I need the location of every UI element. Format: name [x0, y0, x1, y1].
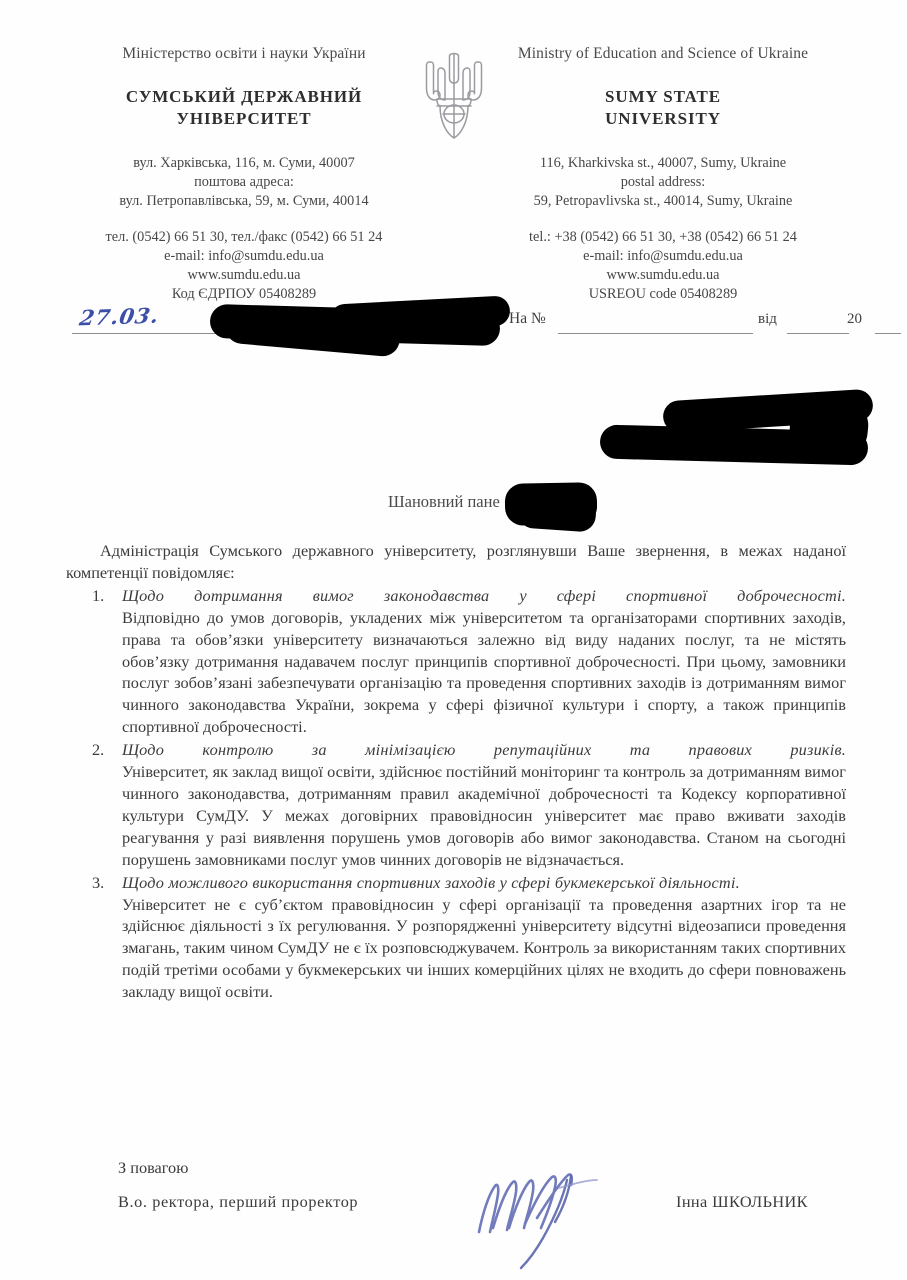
letter-body: [66, 540, 846, 1003]
university-name-en-line2: UNIVERSITY: [605, 108, 721, 128]
email-uk: e-mail: info@sumdu.edu.ua: [164, 247, 324, 264]
in-reply-to-label: На №: [509, 310, 546, 327]
address-label-uk: поштова адреса:: [194, 173, 294, 190]
address-block-en: [491, 154, 836, 211]
university-name-en-line1: SUMY STATE: [605, 86, 721, 106]
list-item: [66, 739, 846, 870]
item-title: Щодо можливого використання спортивних заходів у сфері букмекерської діяльності.: [122, 872, 740, 892]
address-line1-en: 116, Kharkivska st., 40007, Sumy, Ukraine: [539, 154, 787, 171]
incoming-year-rule: [875, 333, 901, 334]
address-line1-uk: вул. Харківська, 116, м. Суми, 40007: [133, 154, 355, 171]
item-title: Щодо контролю за мінімізацією репутаційних та правових ризиків.: [122, 740, 846, 760]
registry-code-uk: Код ЄДРПОУ 05408289: [171, 285, 317, 302]
address-block-uk: [72, 154, 417, 211]
list-item: [66, 585, 846, 738]
contacts-block-uk: [72, 228, 417, 304]
intro-paragraph: Адміністрація Сумського державного університету, розглянувши Ваше звернення, в межах наданої компетенції повідомляє:: [66, 541, 846, 582]
email-en: e-mail: info@sumdu.edu.ua: [583, 247, 743, 264]
phone-en: tel.: +38 (0542) 66 51 30, +38 (0542) 66 51 24: [529, 228, 797, 245]
contacts-block-en: [491, 228, 836, 304]
address-line2-en: 59, Petropavlivska st., 40014, Sumy, Ukraine: [533, 192, 793, 209]
signatory-name: Інна ШКОЛЬНИК: [676, 1192, 808, 1211]
salutation: Шановний пане: [388, 492, 500, 511]
university-name-uk: [72, 86, 417, 130]
address-line2-uk: вул. Петропавлівська, 59, м. Суми, 40014: [119, 192, 369, 209]
year-prefix-right: 20: [847, 311, 862, 327]
letterhead: [0, 44, 907, 304]
closing-regards: З повагою: [118, 1158, 189, 1177]
item-body: Університет, як заклад вищої освіти, здійснює постійний моніторинг та контроль за дотриманням вимог чинного законодавства, дотриманням правил академічної доброчесності та Кодексу корпоративної культури СумДУ. У межах договірних правовідносин університет має право вживати заходів реагування у разі виявлення порушень умов договорів або вимог законодавства. Станом на сьогодні порушень замовниками послуг умов чинних договорів не відзначається.: [122, 762, 846, 869]
ukraine-trident-coat-of-arms-icon: [421, 48, 487, 140]
signatory-role: В.о. ректора, перший проректор: [118, 1192, 359, 1211]
ministry-name-en: Ministry of Education and Science of Ukraine: [517, 45, 809, 62]
registry-code-en: USREOU code 05408289: [588, 285, 738, 302]
letterhead-ukrainian: [72, 44, 421, 304]
ministry-name-uk: Міністерство освіти і науки України: [122, 45, 366, 62]
from-date-label: від: [758, 311, 777, 327]
list-item: [66, 872, 846, 1003]
university-name-uk-line2: УНІВЕРСИТЕТ: [176, 108, 312, 128]
numbered-item-list: [66, 585, 846, 1003]
website-en: www.sumdu.edu.ua: [606, 266, 720, 283]
university-name-uk-line1: СУМСЬКИЙ ДЕРЖАВНИЙ: [125, 86, 363, 106]
incoming-date-rule: [787, 333, 849, 334]
signature-block: [118, 1158, 858, 1212]
item-body: Університет не є суб’єктом правовідносин у сфері організації та проведення азартних ігор та не здійснює діяльності з їх регулювання. У розпорядженні університету відсутні відеозаписи проведення змагань, таким чином СумДУ не є їх розповсюджувачем. Контроль за використанням таких спортивних подій третіми особами у букмекерських чи інших комерційних цілях не входить до сфери повноважень закладу вищої освіти.: [122, 894, 846, 1002]
signature-row: [118, 1192, 858, 1212]
redaction-mark-addressee: [600, 424, 869, 465]
incoming-number-rule: [558, 333, 753, 334]
phone-uk: тел. (0542) 66 51 30, тел./факс (0542) 66 51 24: [105, 228, 383, 245]
handwritten-date: 27.03.: [77, 302, 162, 331]
redaction-mark-recipient-name: [517, 489, 597, 532]
university-name-en: [491, 86, 836, 130]
item-title: Щодо дотримання вимог законодавства у сфері спортивної доброчесності.: [122, 585, 846, 605]
website-uk: www.sumdu.edu.ua: [187, 266, 301, 283]
address-label-en: postal address:: [620, 173, 706, 190]
letterhead-english: [487, 44, 836, 304]
item-body: Відповідно до умов договорів, укладених між університетом та організаторами спортивних заходів, права та обов’язки університету визначаються залежно від виду наданих послуг, та не містять обов’язку дотримання надавачем послуг принципів спортивної доброчесності. При цьому, замовники послуг зобов’язані забезпечувати організацію та проведення спортивних заходів із дотриманням вимог чинного законодавства України, зокрема у сфері фізичної культури і спорту, а також принципів спортивної доброчесності.: [122, 607, 846, 737]
